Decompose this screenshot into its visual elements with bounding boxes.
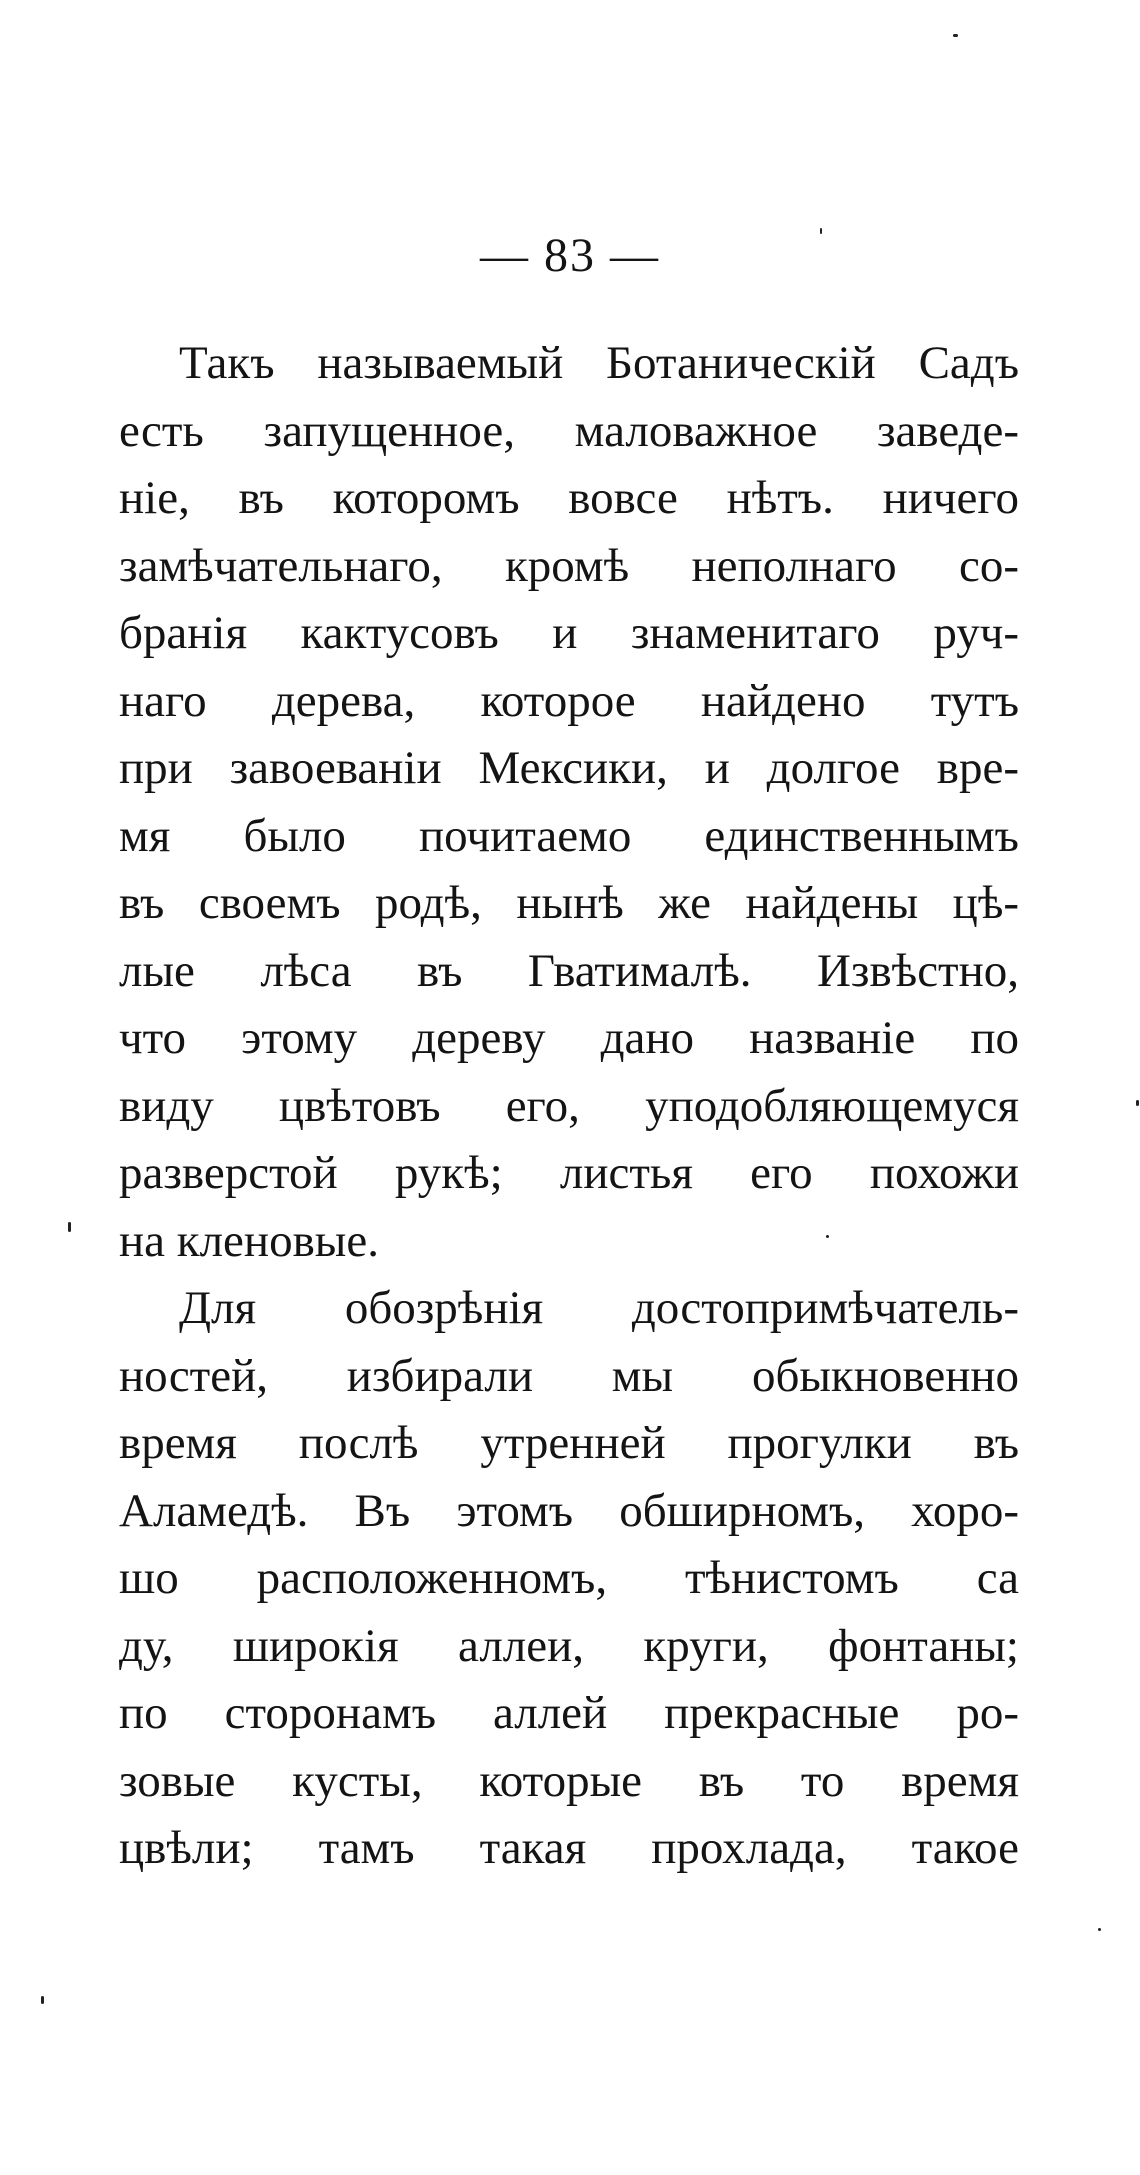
text-line: мя было почитаемо единственнымъ — [119, 809, 1019, 862]
page-number: — 83 — — [480, 229, 660, 282]
text-line: бранія кактусовъ и знаменитаго руч- — [119, 607, 1019, 659]
text-line: виду цвѣтовъ его, уподобляющемуся — [119, 1079, 1019, 1132]
paragraph-1 — [119, 330, 1019, 1275]
text-line: шо расположенномъ, тѣнистомъ са — [119, 1552, 1019, 1604]
text-line: при завоеваніи Мексики, и долгое вре- — [119, 742, 1019, 794]
text-line: есть запущенное, маловажное заведе- — [119, 404, 1019, 457]
text-line: лые лѣса въ Гватималѣ. Извѣстно, — [119, 944, 1019, 997]
text-line: по сторонамъ аллей прекрасные ро- — [119, 1687, 1019, 1739]
paragraph-2 — [119, 1275, 1019, 1883]
text-line: наго дерева, которое найдено тутъ — [119, 674, 1019, 727]
print-speck — [41, 1996, 44, 2004]
print-speck — [68, 1222, 71, 1232]
text-line: на кленовые. — [119, 1214, 379, 1267]
text-line: замѣчательнаго, кромѣ неполнаго со- — [119, 539, 1019, 592]
text-line: ду, широкія аллеи, круги, фонтаны; — [119, 1619, 1019, 1672]
print-speck — [953, 34, 958, 37]
text-line: зовые кусты, которые въ то время — [119, 1754, 1019, 1807]
page-text — [119, 330, 1019, 1883]
text-line: разверстой рукѣ; листья его похожи — [119, 1147, 1019, 1199]
text-line: что этому дереву дано названіе по — [119, 1012, 1019, 1064]
print-speck — [1136, 1100, 1139, 1106]
text-line: Аламедѣ. Въ этомъ обширномъ, хоро- — [119, 1484, 1019, 1537]
text-line: ніе, въ которомъ вовсе нѣтъ. ничего — [119, 472, 1019, 524]
text-line: въ своемъ родѣ, нынѣ же найдены цѣ- — [119, 877, 1019, 929]
text-line: цвѣли; тамъ такая прохлада, такое — [119, 1822, 1019, 1874]
text-line: Для обозрѣнія достопримѣчатель- — [179, 1282, 1019, 1334]
text-line: ностей, избирали мы обыкновенно — [119, 1349, 1019, 1402]
text-line: Такъ называемый Ботаническій Садъ — [179, 337, 1019, 389]
print-speck — [1098, 1928, 1101, 1931]
text-line: время послѣ утренней прогулки въ — [119, 1417, 1019, 1469]
